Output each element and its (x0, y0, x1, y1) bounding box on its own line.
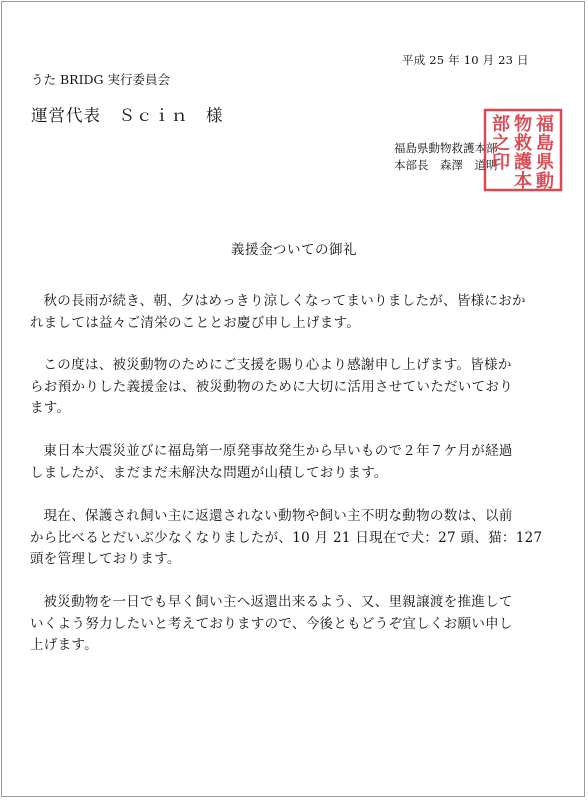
official-seal-stamp (483, 108, 563, 192)
seal-character: 動 (536, 171, 554, 192)
body-paragraph-1 (30, 291, 535, 334)
letter-date: 平成 25 年 10 月 23 日 (402, 53, 529, 67)
paragraph-line: 頭を管理しております。 (30, 551, 181, 567)
seal-character: 本 (514, 171, 532, 192)
paragraph-line: 上げます。 (30, 637, 98, 653)
paragraph-line: 東日本大震災並びに福島第一原発事故発生から早いもので２年７ケ月が経過 (43, 443, 513, 459)
paragraph-line: 現在、保護され飼い主に返還されない動物や飼い主不明な動物の数は、以前 (43, 508, 513, 524)
body-paragraph-2 (30, 355, 535, 420)
seal-character: 護 (514, 152, 532, 173)
body-paragraph-3 (30, 441, 535, 484)
letter-title: 義援金ついての御礼 (231, 242, 357, 258)
paragraph-line: いくよう努力したいと考えておりますので、今後ともどうぞ宜しくお願い申し (30, 615, 513, 632)
paragraph-line: から比べるとだいぶ少なくなりましたが、10 月 21 日現在で犬：27 頭、猫：127 (30, 529, 543, 546)
seal-character: 印 (492, 152, 510, 173)
paragraph-line: らお預かりした義援金は、被災動物のために大切に活用させていただいており (30, 378, 513, 395)
seal-character: 県 (536, 152, 554, 173)
seal-character: 物 (514, 114, 532, 135)
body-paragraph-5 (30, 592, 535, 657)
body-paragraph-4 (30, 506, 543, 571)
recipient-organization: うた BRIDG 実行委員会 (31, 72, 170, 87)
paragraph-line: れましては益々ご清栄のこととお慶び申し上げます。 (30, 314, 361, 331)
paragraph-line: この度は、被災動物のためにご支援を賜り心より感謝申し上げます。皆様か (43, 357, 512, 373)
paragraph-line: しましたが、まだまだ未解決な問題が山積しております。 (30, 464, 388, 481)
recipient-name: 運営代表 Ｓｃｉｎ 様 (31, 106, 224, 125)
sender-organization: 福島県動物救護本部 (394, 141, 498, 155)
seal-character: 救 (514, 133, 532, 154)
seal-character: 福 (536, 114, 554, 135)
sender-person: 本部長 森澤 道明 (394, 158, 498, 172)
paragraph-line: 被災動物を一日でも早く飼い主へ返還出来るよう、又、里親譲渡を推進して (43, 594, 513, 610)
seal-character: 之 (492, 133, 510, 154)
paragraph-line: ます。 (30, 400, 71, 416)
seal-character: 島 (536, 133, 554, 154)
paragraph-line: 秋の長雨が続き、朝、夕はめっきり涼しくなってまいりましたが、皆様におか (43, 293, 526, 309)
seal-character: 部 (492, 114, 510, 135)
